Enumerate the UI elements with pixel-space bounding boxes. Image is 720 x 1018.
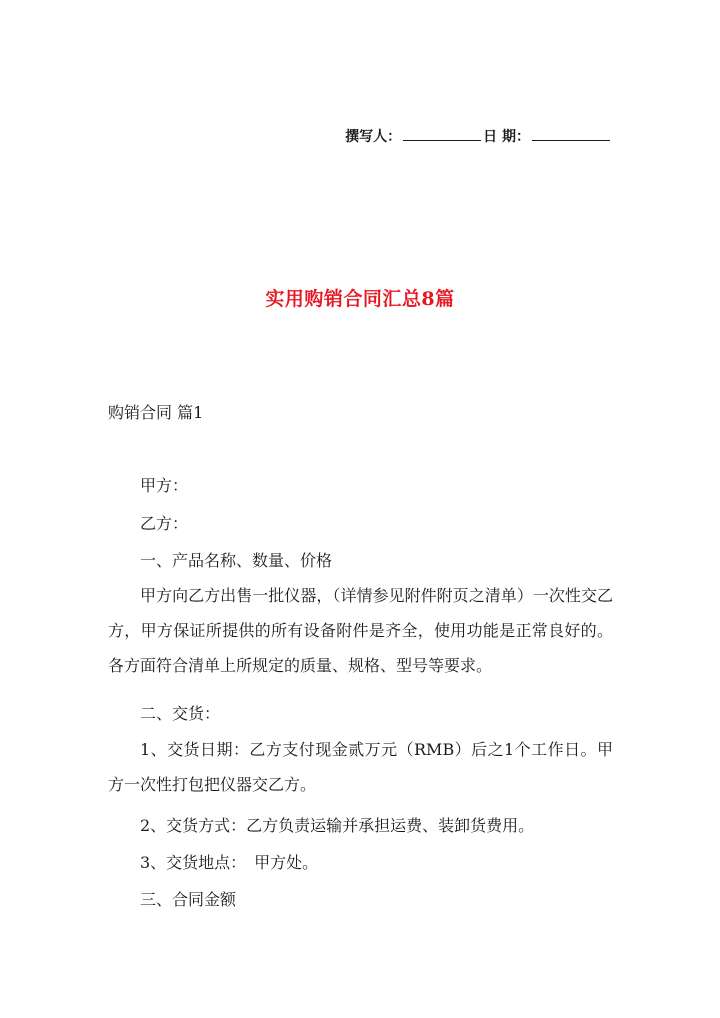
paragraph-delivery-location: 3、交货地点： 甲方处。 (140, 853, 319, 872)
section-heading-product: 一、产品名称、数量、价格 (140, 551, 333, 570)
paragraph-delivery-date: 1、交货日期：乙方支付现金贰万元（RMB）后之1个工作日。甲方一次性打包把仪器交乙方。 (108, 740, 613, 794)
section-heading-amount: 三、合同金额 (140, 890, 237, 909)
date-label: 日 期： (483, 129, 530, 145)
author-blank (403, 128, 481, 141)
party-b-line: 乙方： (140, 514, 189, 533)
paragraph-delivery-method: 2、交货方式：乙方负责运输并承担运费、装卸货费用。 (140, 816, 535, 835)
author-date-line (345, 126, 612, 146)
party-a-line: 甲方： (140, 476, 189, 495)
paragraph-product-details: 甲方向乙方出售一批仪器，（详情参见附件附页之清单）一次性交乙方，甲方保证所提供的所有设备附件是齐全，使用功能是正常良好的。各方面符合清单上所规定的质量、规格、型号等要求。 (108, 586, 613, 675)
section-heading-delivery: 二、交货： (140, 704, 221, 723)
author-label: 撰写人： (345, 129, 402, 145)
section-subtitle: 购销合同 篇1 (108, 403, 204, 422)
document-title: 实用购销合同汇总8篇 (265, 288, 455, 310)
date-blank (532, 128, 610, 141)
